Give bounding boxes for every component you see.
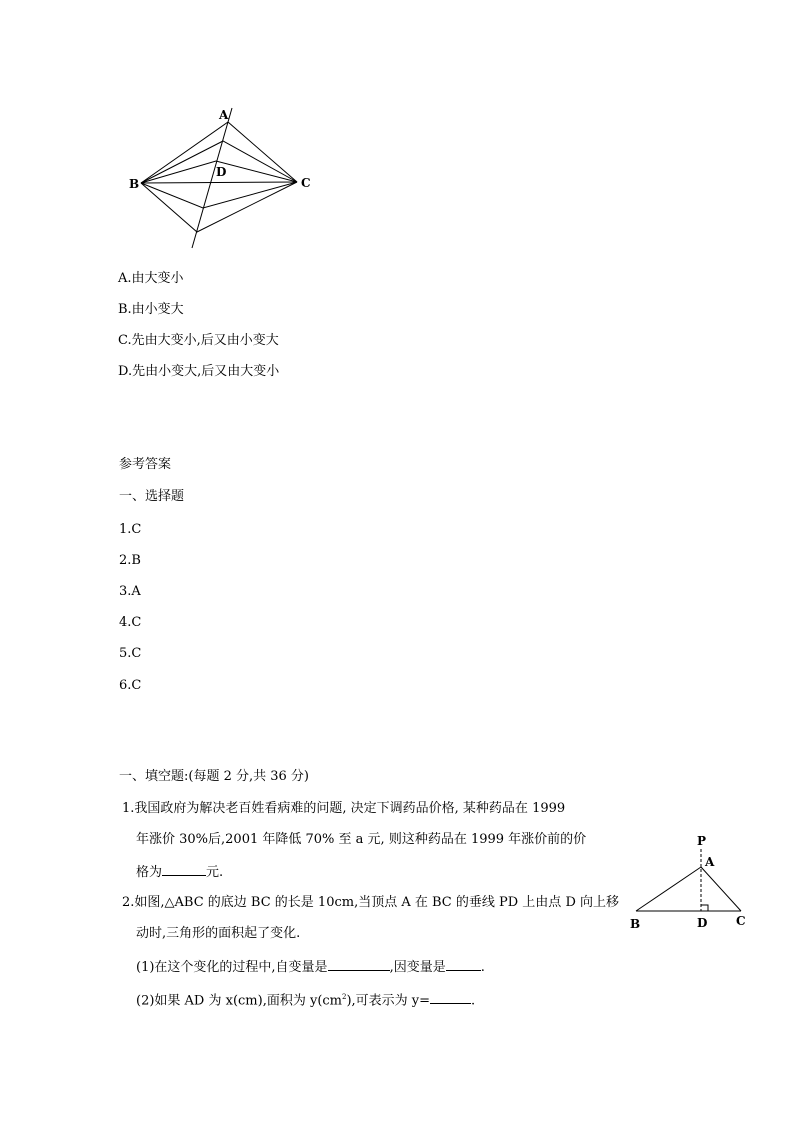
- option-a: A.由大变小: [118, 271, 184, 286]
- label-p: P: [697, 834, 707, 848]
- label-b: B: [129, 177, 140, 191]
- label-b: B: [630, 917, 641, 931]
- q2-line1: 2.如图,△ABC 的底边 BC 的长是 10cm,当顶点 A 在 BC 的垂线 PD 上由点 D 向上移: [122, 895, 619, 910]
- right-angle-mark: [701, 905, 708, 911]
- independent-variable-blank[interactable]: [328, 958, 390, 971]
- option-c: C.先由大变小,后又由小变大: [118, 333, 279, 348]
- q2-sub2-post: .: [471, 993, 476, 1009]
- label-c: C: [736, 914, 746, 928]
- answer-item: 5.C: [119, 646, 142, 661]
- answer-item: 1.C: [119, 522, 142, 537]
- option-d: D.先由小变大,后又由大变小: [118, 364, 280, 379]
- q1-line2: 年涨价 30%后,2001 年降低 70% 至 a 元, 则这种药品在 1999 年涨价前的价: [136, 832, 587, 847]
- formula-blank[interactable]: [430, 991, 471, 1004]
- label-a: A: [705, 855, 715, 869]
- label-a: A: [219, 108, 229, 122]
- q2-sub1: [136, 958, 485, 976]
- label-c: C: [301, 176, 311, 190]
- answer-item: 3.A: [119, 584, 141, 599]
- label-d: D: [216, 165, 227, 179]
- q2-sub2-pre: (2)如果 AD 为 x(cm),面积为 y(cm: [136, 993, 342, 1009]
- q1-line1: 1.我国政府为解决老百姓看病难的问题, 决定下调药品价格, 某种药品在 1999: [122, 801, 566, 816]
- q1-text-post: 元.: [206, 865, 224, 880]
- q1-text-pre: 格为: [136, 865, 163, 880]
- answer-item: 6.C: [119, 678, 142, 693]
- answer-item: 4.C: [119, 615, 142, 630]
- answer-item: 2.B: [119, 553, 141, 568]
- figure-triangle-diagram: [0, 820, 794, 940]
- q2-sub1-post: .: [480, 960, 485, 975]
- q2-sub2: [136, 989, 475, 1009]
- answers-title: 参考答案: [119, 457, 172, 472]
- fill-heading: 一、填空题:(每题 2 分,共 36 分): [119, 769, 309, 784]
- dependent-variable-blank[interactable]: [446, 958, 481, 971]
- option-b: B.由小变大: [118, 302, 184, 317]
- q2-sub1-pre: (1)在这个变化的过程中,自变量是: [136, 960, 328, 975]
- figure-rhombus-diagram: [0, 0, 794, 260]
- q2-sub1-mid: ,因变量是: [389, 960, 446, 975]
- answers-section: 一、选择题: [119, 489, 185, 504]
- superscript-2: 2: [342, 993, 347, 1001]
- q2-sub2-mid: ),可表示为 y=: [346, 993, 431, 1009]
- label-d: D: [697, 916, 708, 930]
- q2-line2: 动时,三角形的面积起了变化.: [136, 926, 301, 941]
